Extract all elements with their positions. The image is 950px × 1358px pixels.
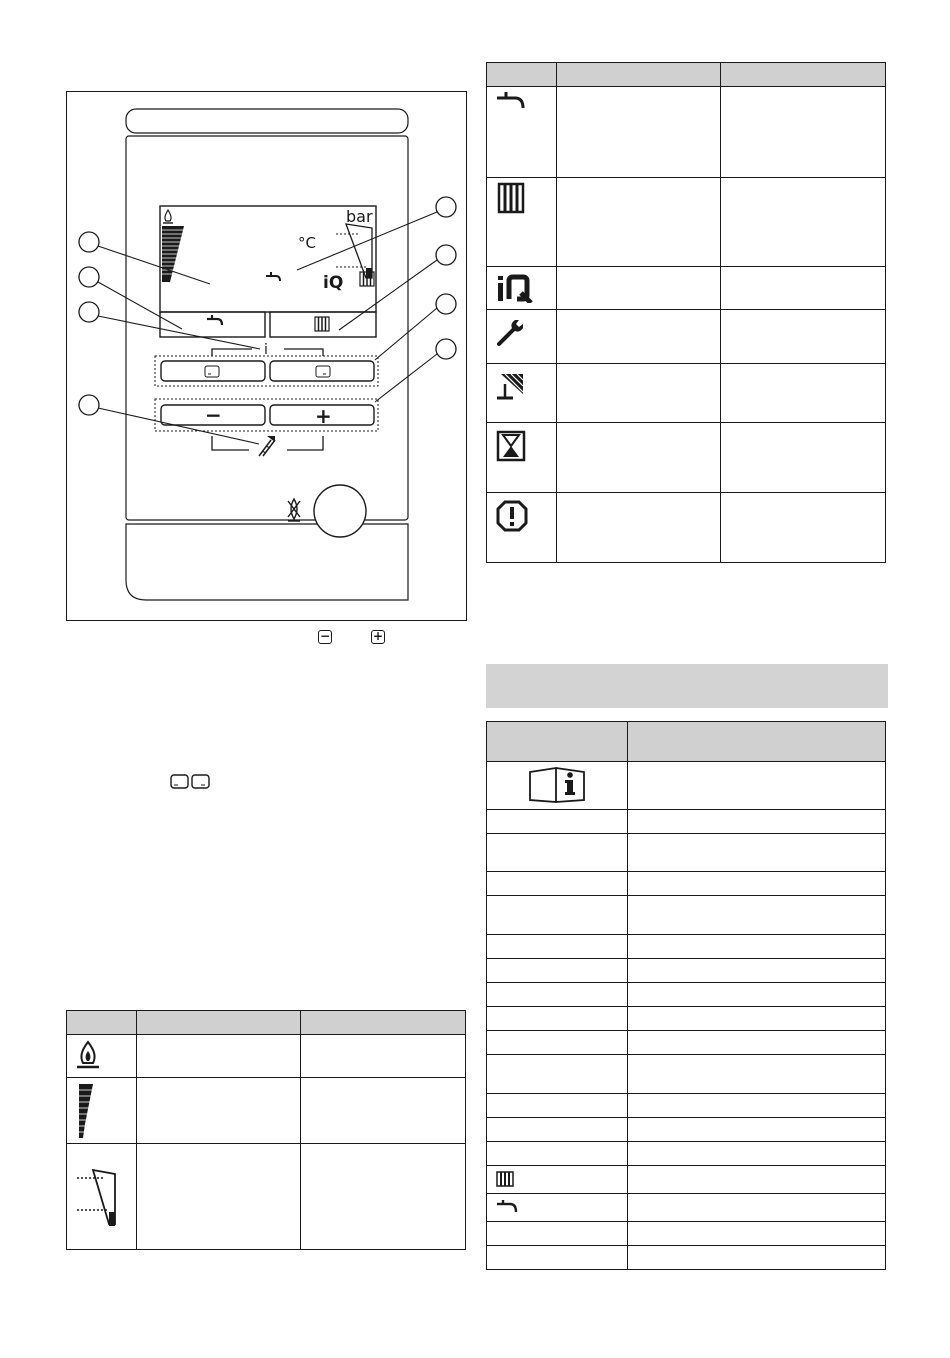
hot-water-tap-icon xyxy=(495,90,527,112)
table-header-row xyxy=(487,63,886,87)
radiator-icon xyxy=(495,181,527,215)
table-row xyxy=(487,267,886,310)
table-row xyxy=(487,1166,886,1194)
reset-flame-icon xyxy=(288,499,300,521)
plus-button[interactable] xyxy=(270,404,374,428)
table-row xyxy=(487,178,886,267)
flame-icon xyxy=(75,1039,101,1073)
table-row xyxy=(487,1246,886,1270)
table-row xyxy=(487,1118,886,1142)
manual-info-icon xyxy=(528,766,586,804)
table-row xyxy=(487,896,886,935)
table-row xyxy=(487,87,886,178)
right-selection-key[interactable] xyxy=(270,361,374,381)
table-row xyxy=(487,1194,886,1222)
hourglass-icon xyxy=(495,429,527,463)
chimney-sweep-icon xyxy=(495,370,527,402)
svg-text:+: + xyxy=(315,404,332,428)
table-row xyxy=(487,423,886,493)
hot-water-button[interactable] xyxy=(160,312,265,337)
callout-marker xyxy=(79,197,456,415)
table-row xyxy=(67,1078,466,1144)
table-row xyxy=(487,1007,886,1031)
symbol-table-right xyxy=(486,62,886,563)
warning-icon xyxy=(495,499,529,533)
symbol-table-left xyxy=(66,1010,466,1250)
table-row xyxy=(487,872,886,896)
radiator-icon xyxy=(495,1171,515,1187)
table-header-row xyxy=(67,1011,466,1035)
hot-water-tap-icon xyxy=(495,1199,521,1215)
table-row xyxy=(487,364,886,423)
table-row xyxy=(487,810,886,834)
table-row xyxy=(487,1222,886,1246)
table-row xyxy=(487,834,886,872)
table-row xyxy=(487,1055,886,1094)
svg-text:−: − xyxy=(205,403,222,427)
section-heading-bar xyxy=(486,664,888,708)
table-row xyxy=(67,1035,466,1078)
power-bar-icon xyxy=(75,1082,97,1140)
wrench-icon xyxy=(495,316,527,348)
pressure-scale-icon xyxy=(75,1166,117,1232)
inline-selection-keys-icon xyxy=(170,774,212,790)
table-row xyxy=(487,1031,886,1055)
control-panel-figure xyxy=(66,91,467,621)
table-row xyxy=(487,1094,886,1118)
table-row xyxy=(487,935,886,959)
table-row xyxy=(67,1144,466,1250)
table-row xyxy=(487,493,886,563)
inline-plus-key: + xyxy=(372,629,384,643)
table-header-row xyxy=(487,722,886,762)
table-row xyxy=(487,1142,886,1166)
table-row xyxy=(487,959,886,983)
pressure-unit-label: bar xyxy=(346,207,373,226)
inline-minus-key: − xyxy=(319,629,331,643)
left-selection-key[interactable] xyxy=(161,361,265,381)
info-marker: i xyxy=(264,342,268,358)
table-row xyxy=(487,983,886,1007)
iq-icon xyxy=(495,273,535,303)
menu-table xyxy=(486,721,886,1270)
reset-button[interactable] xyxy=(314,485,366,537)
minus-button[interactable] xyxy=(161,403,265,427)
temperature-unit-label: °C xyxy=(298,234,316,252)
heating-button[interactable] xyxy=(270,312,376,337)
table-row xyxy=(487,762,886,810)
iq-icon: iQ xyxy=(323,273,344,293)
table-row xyxy=(487,310,886,364)
chimney-sweep-icon xyxy=(259,436,275,456)
